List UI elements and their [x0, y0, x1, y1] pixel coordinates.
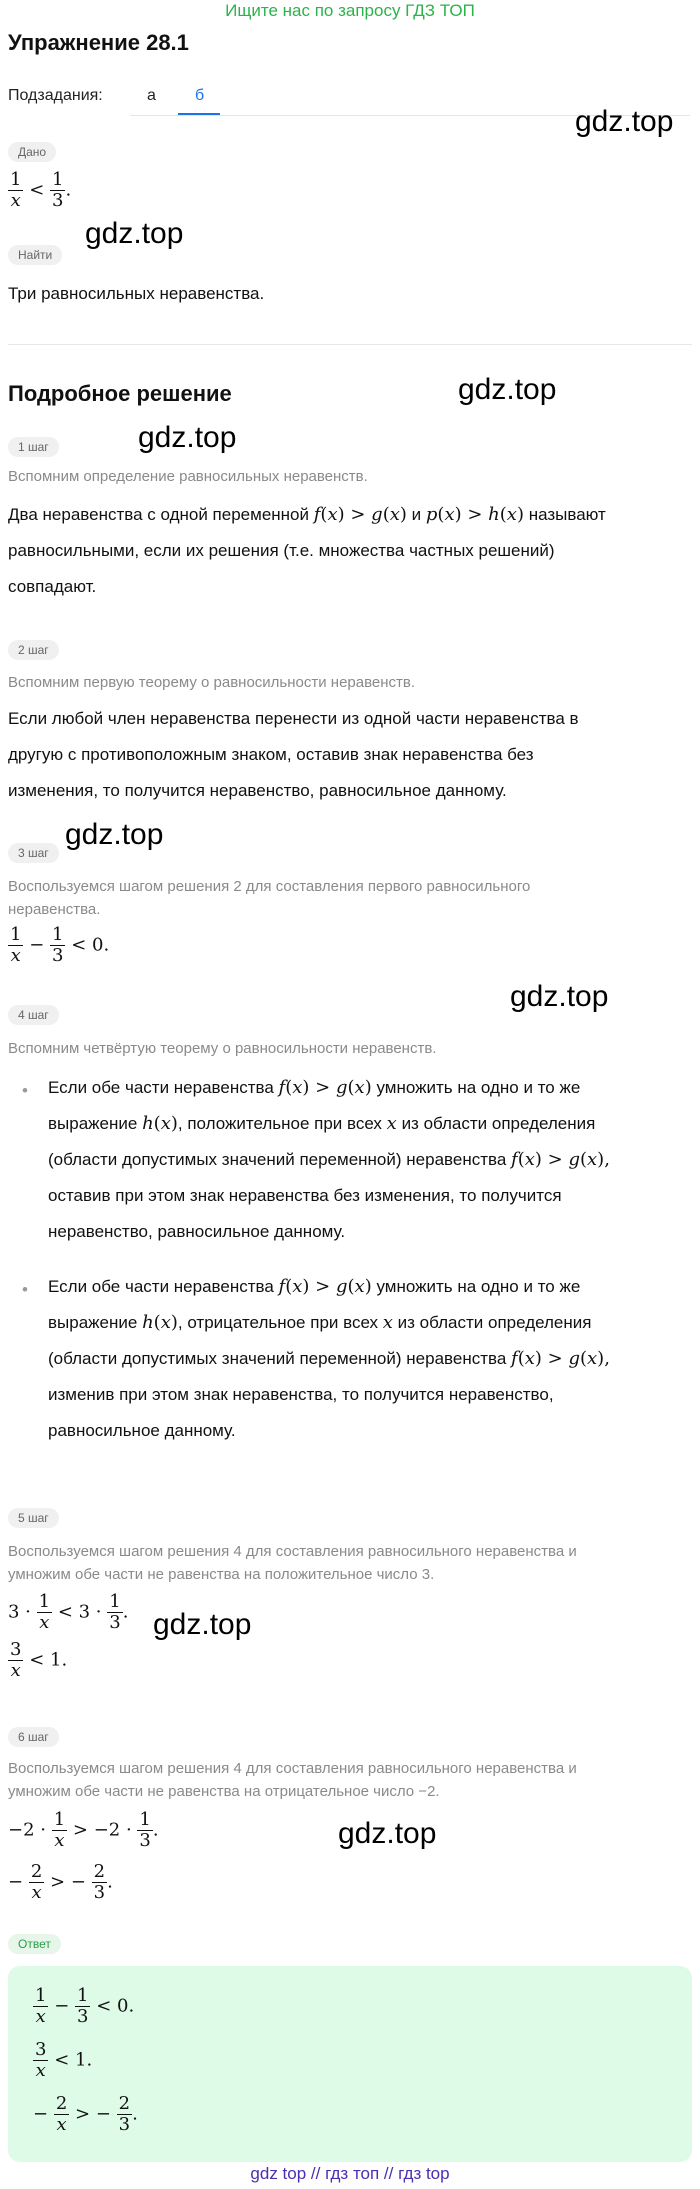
- find-text: Три равносильных неравенства.: [8, 284, 265, 303]
- active-tab-indicator: [178, 113, 220, 115]
- bullet-text: Если обе части неравенства f(x) > g(x) умножить на одно и то же: [48, 1276, 581, 1297]
- step-formula: − $\frac{2}{x}$ > − $\frac{2}{3}$ .: [8, 1861, 113, 1903]
- step-formula: $\frac{1}{x}$ − $\frac{1}{3}$ < 0.: [10, 924, 110, 966]
- search-banner[interactable]: Ищите нас по запросу ГДЗ ТОП: [225, 1, 475, 20]
- bullet-dot: •: [22, 1081, 28, 1100]
- solution-title: Подробное решение: [8, 381, 232, 406]
- watermark: gdz.top: [65, 818, 164, 851]
- watermark: gdz.top: [85, 217, 184, 250]
- answer-formula: − $\frac{2}{x}$ > − $\frac{2}{3}$ .: [33, 2093, 138, 2135]
- watermark: gdz.top: [138, 421, 237, 454]
- step-hint: умножим обе части не равенства на отрицательное число −2.: [8, 1783, 440, 1800]
- step-pill: 3 шаг: [8, 843, 59, 863]
- tab-b[interactable]: б: [195, 87, 205, 104]
- given-inequality: $\frac{1}{x}$ < $\frac{1}{3}$ .: [10, 169, 72, 211]
- step-text: совпадают.: [8, 577, 97, 596]
- bullet-text: изменив при этом знак неравенства, то получится неравенство,: [48, 1385, 554, 1404]
- step-formula: −2 · $\frac{1}{x}$ > −2 · $\frac{1}{3}$ .: [8, 1809, 159, 1851]
- step-hint: Вспомним первую теорему о равносильности неравенств.: [8, 674, 416, 691]
- watermark: gdz.top: [575, 105, 674, 138]
- bullet-text: выражение h(x), положительное при всех x из области определения: [48, 1113, 596, 1134]
- step-hint: неравенства.: [8, 901, 101, 918]
- step-pill: 5 шаг: [8, 1508, 59, 1528]
- watermark: gdz.top: [510, 980, 609, 1013]
- answer-formula: $\frac{1}{x}$ − $\frac{1}{3}$ < 0.: [35, 1985, 135, 2027]
- step-text: Если любой член неравенства перенести из одной части неравенства в: [8, 709, 579, 728]
- step-hint: Вспомним определение равносильных неравенств.: [8, 468, 368, 485]
- step-hint: Вспомним четвёртую теорему о равносильности неравенств.: [8, 1040, 437, 1057]
- step-text: равносильными, если их решения (т.е. множества частных решений): [8, 541, 555, 560]
- step-text: изменения, то получится неравенство, равносильное данному.: [8, 781, 507, 800]
- page-title: Упражнение 28.1: [8, 30, 189, 55]
- bullet-text: Если обе части неравенства f(x) > g(x) умножить на одно и то же: [48, 1077, 581, 1098]
- section-divider: [8, 344, 692, 345]
- step-hint: Воспользуемся шагом решения 4 для составления равносильного неравенства и: [8, 1543, 577, 1560]
- given-pill: Дано: [8, 142, 56, 162]
- step-formula: 3 · $\frac{1}{x}$ < 3 · $\frac{1}{3}$ .: [8, 1591, 129, 1633]
- find-pill: Найти: [8, 245, 62, 265]
- step-pill: 4 шаг: [8, 1005, 59, 1025]
- bullet-text: (области допустимых значений переменной) неравенства f(x) > g(x),: [48, 1348, 610, 1369]
- answer-formula: $\frac{3}{x}$ < 1.: [35, 2039, 93, 2081]
- footer-links[interactable]: gdz top // гдз топ // гдз top: [250, 2164, 450, 2183]
- bullet-dot: •: [22, 1280, 28, 1299]
- watermark: gdz.top: [458, 373, 557, 406]
- step-pill: 6 шаг: [8, 1727, 59, 1747]
- step-pill: 1 шаг: [8, 437, 59, 457]
- bullet-text: выражение h(x), отрицательное при всех x из области определения: [48, 1312, 592, 1333]
- step-hint: Воспользуемся шагом решения 4 для составления равносильного неравенства и: [8, 1760, 577, 1777]
- tab-a[interactable]: а: [147, 87, 156, 104]
- bullet-text: оставив при этом знак неравенства без изменения, то получится: [48, 1186, 562, 1205]
- step-formula: $\frac{3}{x}$ < 1.: [10, 1639, 68, 1681]
- watermark: gdz.top: [153, 1608, 252, 1641]
- bullet-text: неравенство, равносильное данному.: [48, 1222, 346, 1241]
- step-text: другую с противоположным знаком, оставив знак неравенства без: [8, 745, 534, 764]
- step-hint: умножим обе части не равенства на положительное число 3.: [8, 1566, 435, 1583]
- subtasks-label: Подзадания:: [8, 87, 103, 104]
- watermark: gdz.top: [338, 1817, 437, 1850]
- bullet-text: равносильное данному.: [48, 1421, 236, 1440]
- answer-pill: Ответ: [8, 1934, 61, 1954]
- step-pill: 2 шаг: [8, 640, 59, 660]
- bullet-text: (области допустимых значений переменной) неравенства f(x) > g(x),: [48, 1149, 610, 1170]
- step-hint: Воспользуемся шагом решения 2 для составления первого равносильного: [8, 878, 531, 895]
- step-text: Два неравенства с одной переменной f(x) > g(x) и p(x) > h(x) называют: [8, 504, 606, 525]
